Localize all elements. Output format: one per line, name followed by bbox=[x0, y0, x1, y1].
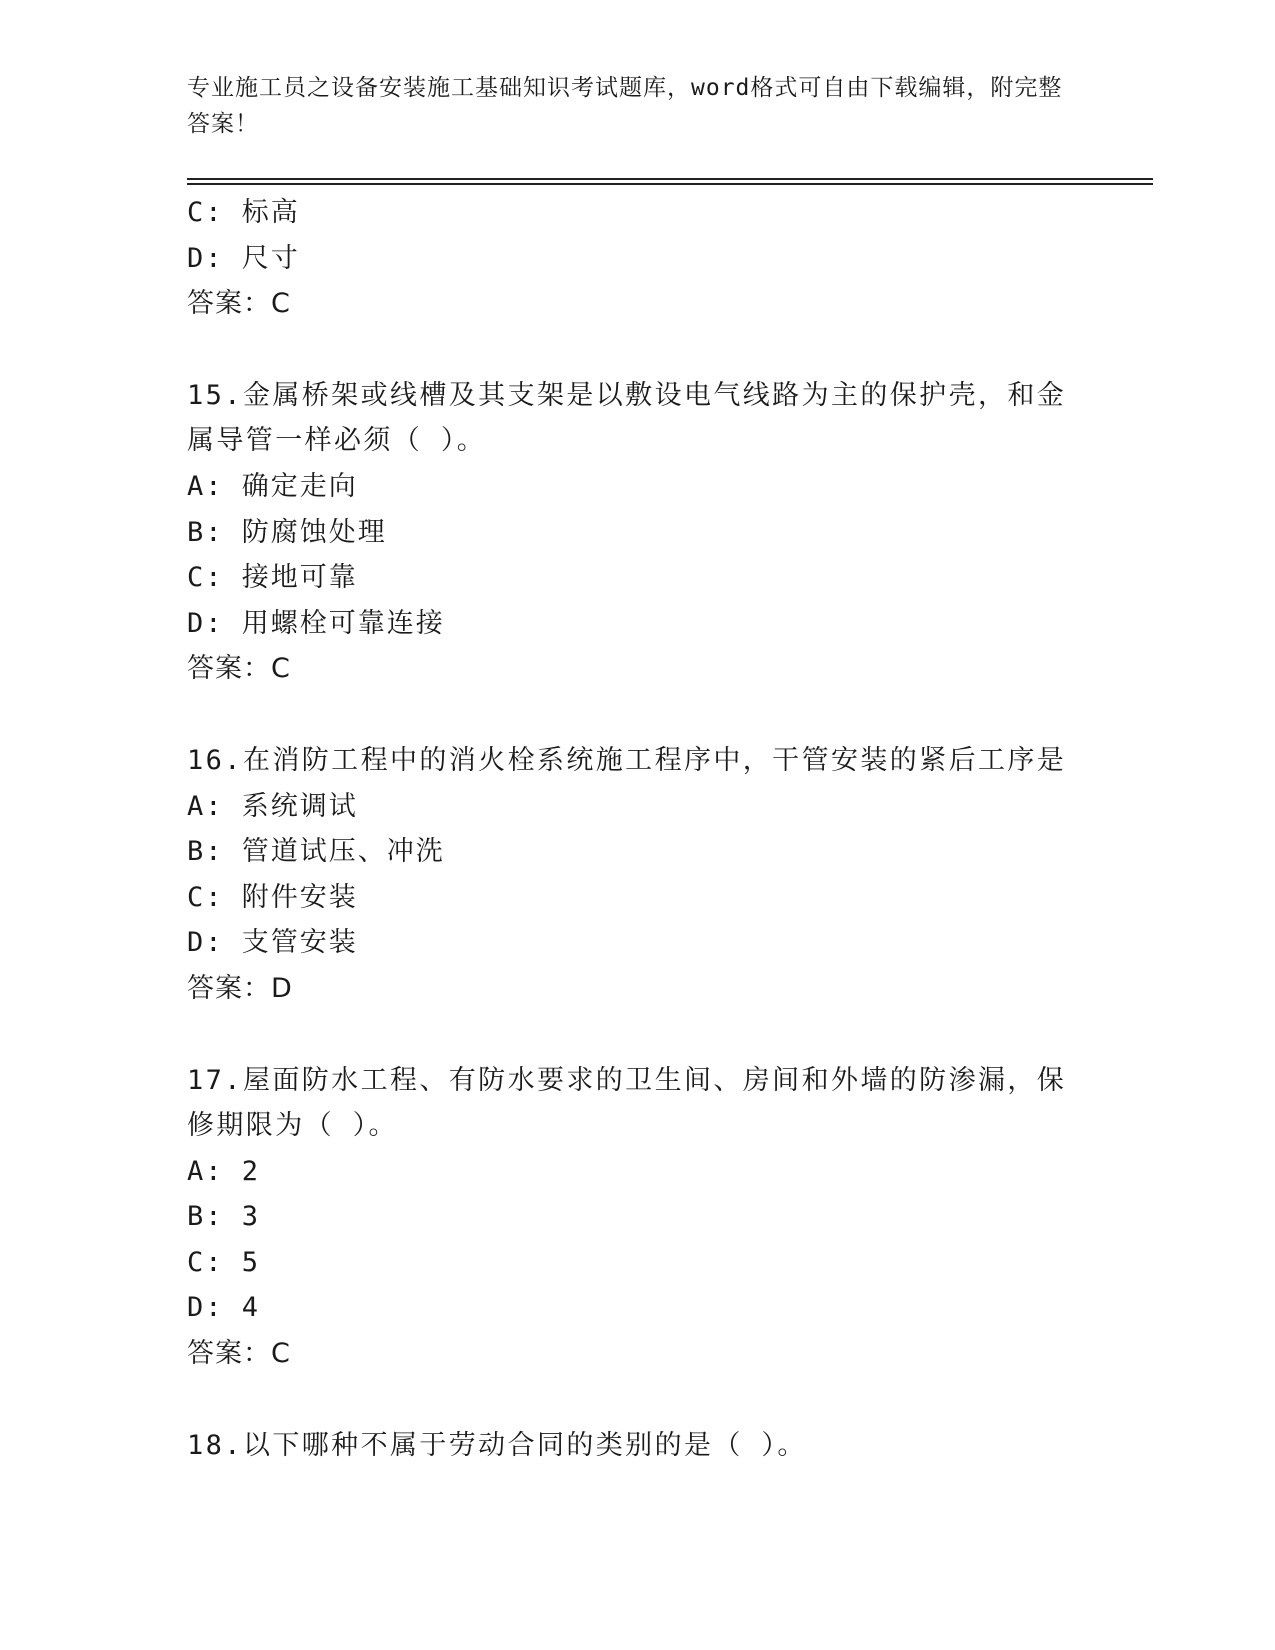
question-18 bbox=[187, 1423, 1067, 1469]
option-c: C: 接地可靠 bbox=[187, 562, 358, 594]
question-stem: 18.以下哪种不属于劳动合同的类别的是（ ）。 bbox=[187, 1429, 807, 1461]
answer-line: 答案：C bbox=[187, 288, 291, 320]
question-17 bbox=[187, 1058, 1067, 1377]
question-stem: 17.屋面防水工程、有防水要求的卫生间、房间和外墙的防渗漏，保修期限为（ ）。 bbox=[187, 1064, 1067, 1142]
question-stem: 15.金属桥架或线槽及其支架是以敷设电气线路为主的保护壳，和金属导管一样必须（ ）。 bbox=[187, 379, 1067, 457]
option-d: D: 用螺栓可靠连接 bbox=[187, 607, 445, 639]
option-a: A: 确定走向 bbox=[187, 470, 358, 502]
option-b: B: 3 bbox=[187, 1201, 261, 1233]
option-c: C: 标高 bbox=[187, 197, 300, 228]
option-c: C: 附件安装 bbox=[187, 881, 358, 913]
answer-line: 答案：C bbox=[187, 653, 291, 685]
option-d: D: 尺寸 bbox=[187, 242, 300, 274]
document-header bbox=[187, 70, 1067, 142]
question-list bbox=[187, 190, 1067, 1468]
question-16 bbox=[187, 738, 1067, 1012]
header-divider-bottom bbox=[187, 183, 1153, 185]
option-d: D: 4 bbox=[187, 1292, 261, 1324]
option-c: C: 5 bbox=[187, 1246, 261, 1278]
question-fragment-14 bbox=[187, 190, 1067, 327]
answer-line: 答案：C bbox=[187, 1338, 291, 1370]
answer-line: 答案：D bbox=[187, 972, 293, 1004]
option-b: B: 防腐蚀处理 bbox=[187, 516, 387, 548]
header-text: 专业施工员之设备安装施工基础知识考试题库，word格式可自由下载编辑，附完整答案！ bbox=[187, 75, 1063, 137]
option-b: B: 管道试压、冲洗 bbox=[187, 836, 445, 868]
header-divider-top bbox=[187, 178, 1153, 180]
question-stem: 16.在消防工程中的消火栓系统施工程序中，干管安装的紧后工序是 bbox=[187, 744, 1067, 776]
option-d: D: 支管安装 bbox=[187, 927, 358, 959]
option-a: A: 系统调试 bbox=[187, 790, 358, 822]
question-15 bbox=[187, 373, 1067, 692]
option-a: A: 2 bbox=[187, 1155, 261, 1187]
